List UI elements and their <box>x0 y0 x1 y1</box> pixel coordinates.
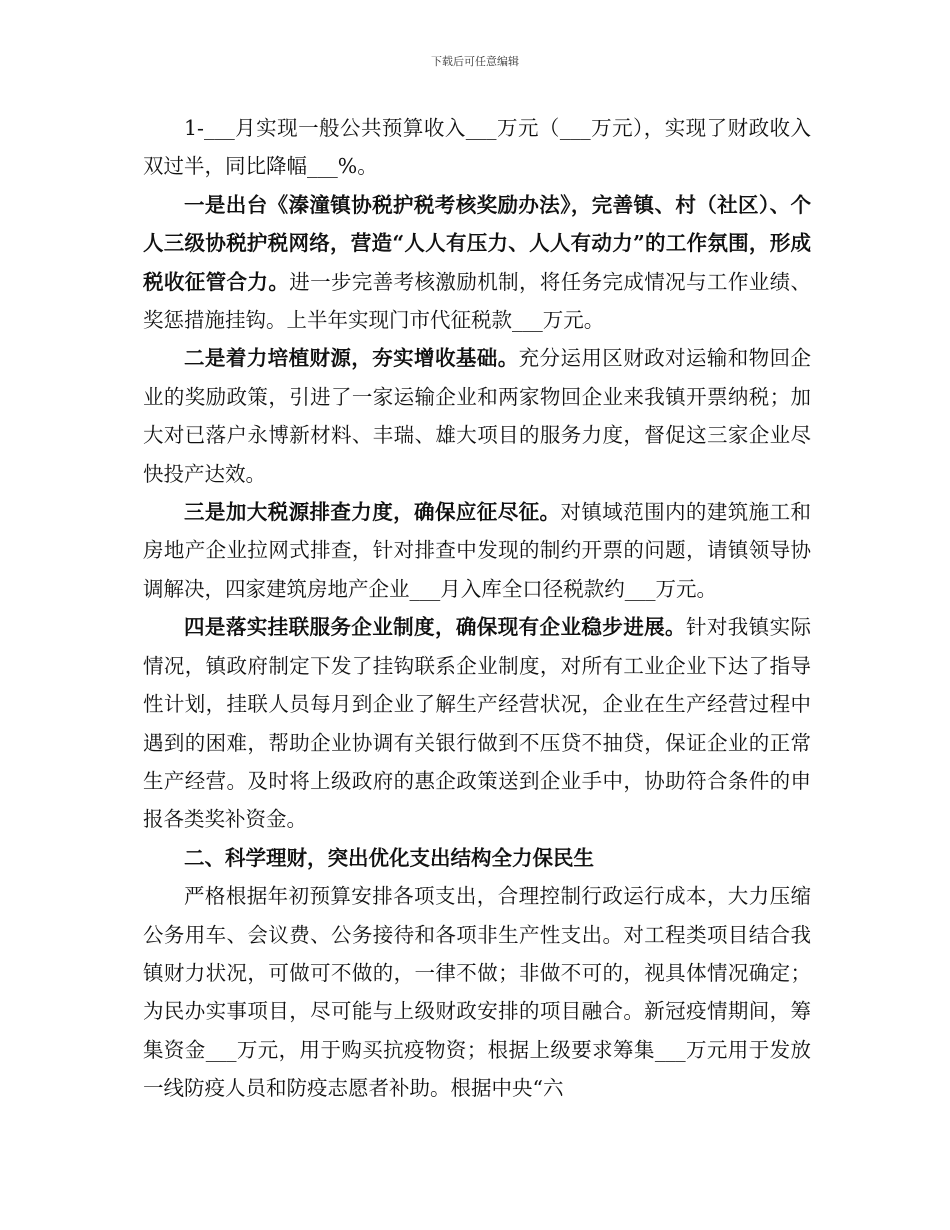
paragraph-text: 对镇域范围内的建筑施工和房地产企业拉网式排查，针对排查中发现的制约开票的问题，请镇领导协调解决，四家建筑房地产企业___月入库全口径税款约___万元。 <box>143 500 812 601</box>
paragraph-measure-3 <box>143 493 811 608</box>
paragraph-heading: 三是加大税源排查力度，确保应征尽征。 <box>184 500 561 525</box>
paragraph-measure-4 <box>143 608 811 838</box>
paragraph-heading: 一是出台《溱潼镇协税护税考核奖励办法》，完善镇、村（社区）、个人三级协税护税网络，营造“人人有压力、人人有动力”的工作氛围，形成税收征管合力。 <box>143 192 811 294</box>
paragraph-text: 针对我镇实际情况，镇政府制定下发了挂钩联系企业制度，对所有工业企业下达了指导性计划，挂联人员每月到企业了解生产经营状况，企业在生产经营过程中遇到的困难，帮助企业协调有关银行做到不压贷不抽贷，保证企业的正常生产经营。及时将上级政府的惠企政策送到企业手中，协助符合条件的申报各类奖补资金。 <box>143 615 812 832</box>
paragraph-heading: 二是着力培植财源，夯实增收基础。 <box>184 346 519 371</box>
paragraph-text: 1-___月实现一般公共预算收入___万元（___万元），实现了财政收入双过半，同比降幅___%。 <box>143 116 811 179</box>
page-header: 下载后可任意编辑 <box>431 55 519 68</box>
paragraph-measure-2 <box>143 339 811 493</box>
document-body <box>143 109 811 1108</box>
paragraph-revenue <box>143 109 811 186</box>
section-heading-text: 二、科学理财，突出优化支出结构全力保民生 <box>184 845 594 870</box>
paragraph-text: 进一步完善考核激励机制，将任务完成情况与工作业绩、奖惩措施挂钩。上半年实现门市代征税款___万元。 <box>143 269 812 333</box>
paragraph-text: 严格根据年初预算安排各项支出，合理控制行政运行成本，大力压缩公务用车、会议费、公务接待和各项非生产性支出。对工程类项目结合我镇财力状况，可做可不做的，一律不做；非做不可的，视具体情况确定；为民办实事项目，尽可能与上级财政安排的项目融合。新冠疫情期间，筹集资金___万元，用于购买抗疫物资；根据上级要求筹集___万元用于发放一线防疫人员和防疫志愿者补助。根据中央“六 <box>143 884 811 1101</box>
section-heading <box>143 839 811 877</box>
paragraph-measure-1 <box>143 186 811 340</box>
paragraph-text: 充分运用区财政对运输和物回企业的奖励政策，引进了一家运输企业和两家物回企业来我镇开票纳税；加大对已落户永博新材料、丰瑞、雄大项目的服务力度，督促这三家企业尽快投产达效。 <box>143 346 812 486</box>
paragraph-expenditure <box>143 877 811 1107</box>
paragraph-heading: 四是落实挂联服务企业制度，确保现有企业稳步进展。 <box>184 615 686 640</box>
